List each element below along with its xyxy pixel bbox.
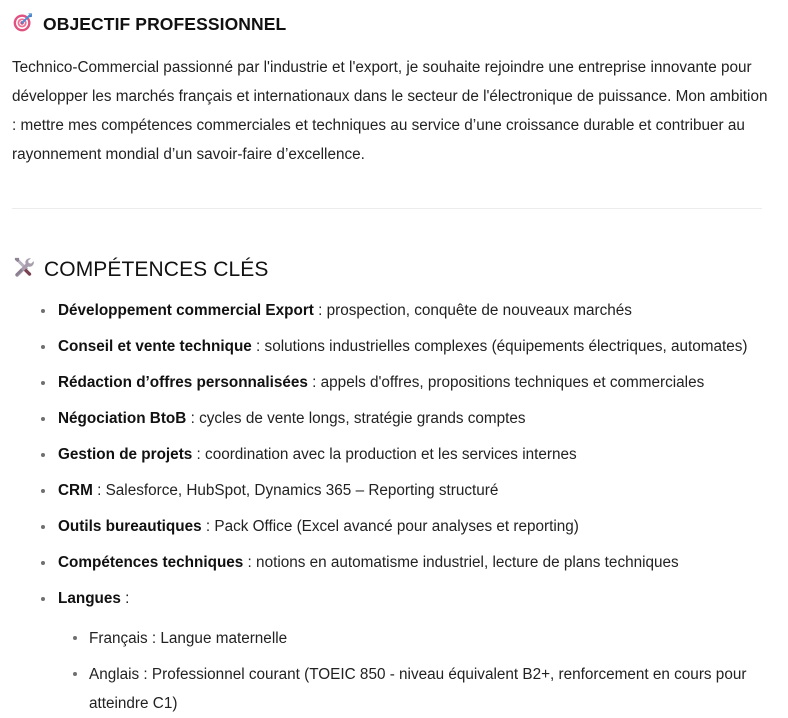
objectif-paragraph: Technico-Commercial passionné par l'industrie et l'export, je souhaite rejoindre une entreprise innovante pour développer les marchés français et internationaux dans le secteur de l'électronique de puissance. Mon ambition : mettre mes compétences commerciales et techniques au service d’une croissance durable et contribuer au rayonnement mondial d’un savoir-faire d’excellence. (12, 59, 768, 163)
section-header-objectif (12, 0, 774, 37)
skill-detail: : Pack Office (Excel avancé pour analyses et reporting) (201, 518, 579, 535)
skill-label: Outils bureautiques (58, 518, 202, 535)
skill-label: Gestion de projets (58, 446, 193, 463)
list-item (12, 336, 774, 358)
skill-detail: : notions en automatisme industriel, lecture de plans techniques (243, 554, 679, 571)
skill-label: Négociation BtoB (58, 410, 187, 427)
list-item (12, 552, 774, 574)
list-item: Anglais : Professionnel courant (TOEIC 850 - niveau équivalent B2+, renforcement en cours pour atteindre C1) (58, 660, 774, 718)
hammer-and-wrench-icon (12, 256, 35, 283)
skill-detail: : prospection, conquête de nouveaux marchés (313, 302, 632, 319)
skill-detail: : (120, 590, 130, 607)
list-item (12, 300, 774, 322)
skill-detail: : solutions industrielles complexes (équipements électriques, automates) (251, 338, 748, 355)
list-item (12, 516, 774, 538)
skill-detail: : appels d'offres, propositions techniques et commerciales (307, 374, 705, 391)
layout-spacer (12, 209, 774, 253)
skill-detail: : coordination avec la production et les services internes (192, 446, 577, 463)
list-item (12, 408, 774, 430)
list-item-langues (12, 588, 774, 718)
skill-label: CRM (58, 482, 93, 499)
skill-label: Compétences techniques (58, 554, 244, 571)
list-item (12, 372, 774, 394)
section-title-competences: COMPÉTENCES CLÉS (44, 257, 269, 281)
section-header-competences (12, 253, 774, 283)
skill-label: Développement commercial Export (58, 302, 314, 319)
skill-detail: : cycles de vente longs, stratégie grands comptes (186, 410, 526, 427)
list-item (12, 444, 774, 466)
skill-label: Langues (58, 590, 121, 607)
skill-label: Conseil et vente technique (58, 338, 252, 355)
section-title-objectif: OBJECTIF PROFESSIONNEL (43, 13, 287, 34)
skill-detail: : Salesforce, HubSpot, Dynamics 365 – Reporting structuré (92, 482, 499, 499)
skills-list (12, 283, 774, 718)
list-item (12, 480, 774, 502)
list-item: Français : Langue maternelle (58, 624, 774, 653)
dart-target-icon (12, 11, 34, 37)
skill-label: Rédaction d’offres personnalisées (58, 374, 308, 391)
